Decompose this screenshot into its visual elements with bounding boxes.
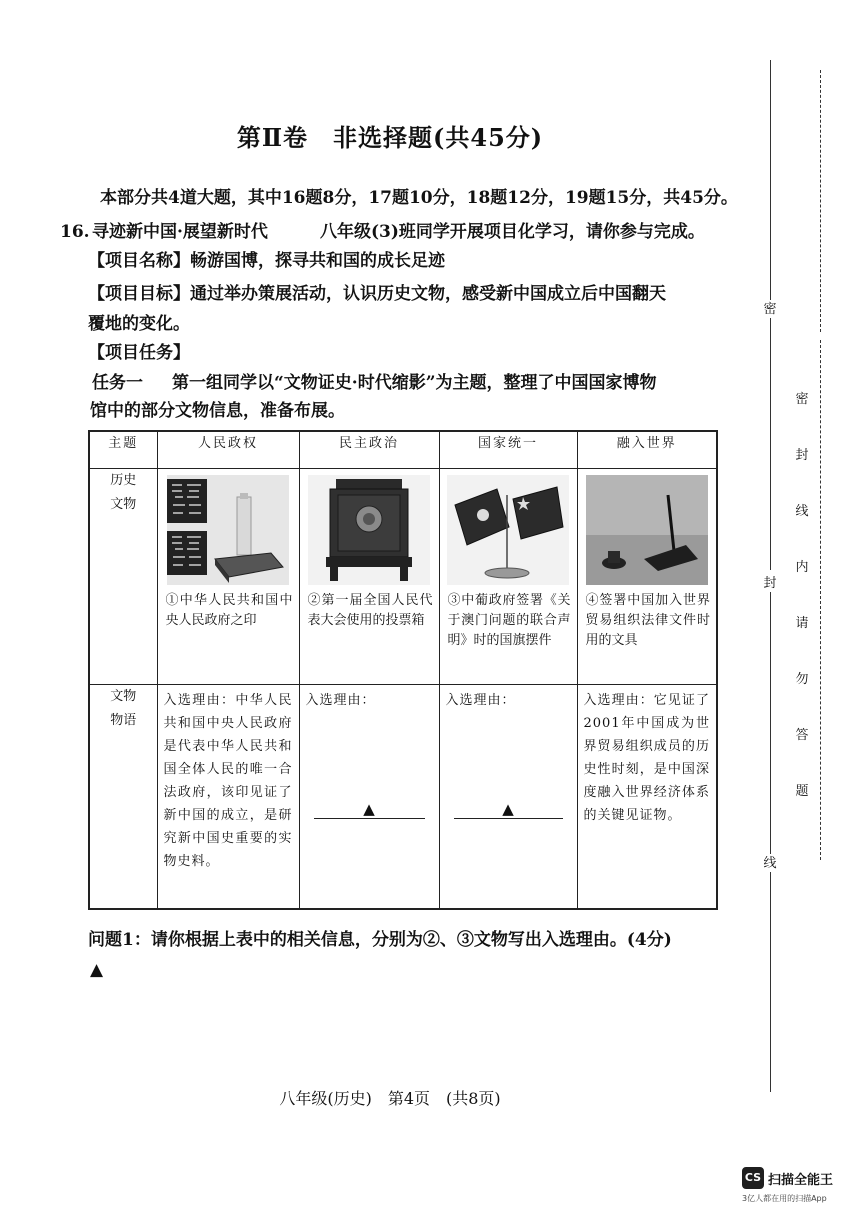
binding-mark-seal-top: 密 xyxy=(763,302,777,317)
task1-line1: 第一组同学以“文物证史·时代缩影”为主题，整理了中国国家博物 xyxy=(172,373,657,393)
answer-blank-2[interactable] xyxy=(300,712,439,832)
relic-cell-seal xyxy=(157,469,299,685)
question-lead: 八年级(3)班同学开展项目化学习，请你参与完成。 xyxy=(320,222,705,242)
question-heading: 寻迹新中国·展望新时代 xyxy=(92,222,268,242)
notice-char-1: 密 xyxy=(795,392,809,407)
task1-label: 任务一 xyxy=(92,373,143,393)
notice-dashed-top xyxy=(820,70,821,332)
page-footer: 八年级(历史) 第4页 (共8页) xyxy=(279,1089,501,1108)
reason-cell-4 xyxy=(577,685,717,910)
reason-text-1: 入选理由：中华人民共和国中央人民政府是代表中华人民共和国全体人民的唯一合法政府，该印见证了新中国的成立，是研究新中国史重要的实物史料。 xyxy=(163,693,293,869)
notice-char-4: 内 xyxy=(795,560,809,575)
binding-mark-line: 线 xyxy=(763,856,777,871)
notice-char-7: 答 xyxy=(795,728,809,743)
header-democracy: 民主政治 xyxy=(299,431,439,469)
binding-line-bottom xyxy=(770,872,771,1092)
project-task: 【项目任务】 xyxy=(88,343,190,363)
seal-image xyxy=(167,475,289,585)
seal-photo xyxy=(167,475,289,585)
ballot-box-image xyxy=(308,475,430,585)
reason-cell-3 xyxy=(439,685,577,910)
relic-cell-stationery xyxy=(577,469,717,685)
exhibit-table xyxy=(88,430,718,910)
notice-char-3: 线 xyxy=(795,504,809,519)
scanner-logo-icon: CS xyxy=(742,1167,764,1189)
notice-char-6: 勿 xyxy=(795,672,809,687)
notice-char-2: 封 xyxy=(795,448,809,463)
binding-line-lower xyxy=(770,592,771,854)
binding-line-middle xyxy=(770,318,771,570)
section-intro: 本部分共4道大题，其中16题8分，17题10分，18题12分，19题15分，共45分。 xyxy=(100,188,738,208)
notice-char-8: 题 xyxy=(795,784,809,799)
row-label-relics xyxy=(89,469,157,685)
scanner-logo-tagline: 3亿人都在用的扫描App xyxy=(742,1194,827,1203)
stationery-image xyxy=(586,475,708,585)
binding-mark-seal-mid: 封 xyxy=(763,576,777,591)
relic-caption-2: ②第一届全国人民代表大会使用的投票箱 xyxy=(307,593,433,628)
relic-caption-4: ④签署中国加入世界贸易组织法律文件时用的文具 xyxy=(585,593,710,648)
reason-text-3: 入选理由： xyxy=(445,693,516,708)
header-world: 融入世界 xyxy=(577,431,717,469)
header-unification: 国家统一 xyxy=(439,431,577,469)
table-row-stories xyxy=(89,685,717,910)
relic-cell-ballot-box xyxy=(299,469,439,685)
section-title: 第Ⅱ卷 非选择题(共45分) xyxy=(236,123,544,152)
flags-image xyxy=(447,475,569,585)
row-label-stories xyxy=(89,685,157,910)
answer-mark-3: ▲ xyxy=(502,800,514,818)
relic-caption-1: ①中华人民共和国中央人民政府之印 xyxy=(165,593,293,628)
row-label-stories-2: 物语 xyxy=(110,713,137,728)
answer-area[interactable]: ▲ xyxy=(90,960,104,980)
project-goal-line2: 覆地的变化。 xyxy=(88,314,190,334)
row-label-relics-1: 历史 xyxy=(110,473,137,488)
row-label-relics-2: 文物 xyxy=(110,497,137,512)
table-row-relics xyxy=(89,469,717,685)
seal-impression-top xyxy=(167,479,207,523)
answer-blank-3[interactable] xyxy=(440,712,577,832)
scanner-logo-name: 扫描全能王 xyxy=(768,1173,834,1188)
notice-dashed-bottom xyxy=(820,340,821,860)
header-topic: 主题 xyxy=(89,431,157,469)
question1-prompt: 问题1：请你根据上表中的相关信息，分别为②、③文物写出入选理由。(4分) xyxy=(88,930,672,950)
stationery-photo xyxy=(586,475,708,585)
question-number: 16. xyxy=(60,222,90,242)
reason-cell-2 xyxy=(299,685,439,910)
project-goal-line1: 【项目目标】通过举办策展活动，认识历史文物，感受新中国成立后中国翻天 xyxy=(88,284,666,304)
reason-text-4: 入选理由：它见证了2001年中国成为世界贸易组织成员的历史性时刻，是中国深度融入世界经济体系的关键见证物。 xyxy=(583,693,710,823)
binding-line-upper xyxy=(770,60,771,300)
reason-text-2: 入选理由： xyxy=(305,693,376,708)
row-label-stories-1: 文物 xyxy=(110,689,137,704)
reason-cell-1 xyxy=(157,685,299,910)
project-name: 【项目名称】畅游国博，探寻共和国的成长足迹 xyxy=(88,251,445,271)
flags-photo xyxy=(447,475,569,585)
header-people-power: 人民政权 xyxy=(157,431,299,469)
relic-cell-flags xyxy=(439,469,577,685)
ballot-box-photo xyxy=(308,475,430,585)
relic-caption-3: ③中葡政府签署《关于澳门问题的联合声明》时的国旗摆件 xyxy=(447,593,571,648)
notice-char-5: 请 xyxy=(795,616,809,631)
table-header-row xyxy=(89,431,717,469)
answer-mark-2: ▲ xyxy=(363,800,375,818)
task1-line2: 馆中的部分文物信息，准备布展。 xyxy=(90,401,345,421)
